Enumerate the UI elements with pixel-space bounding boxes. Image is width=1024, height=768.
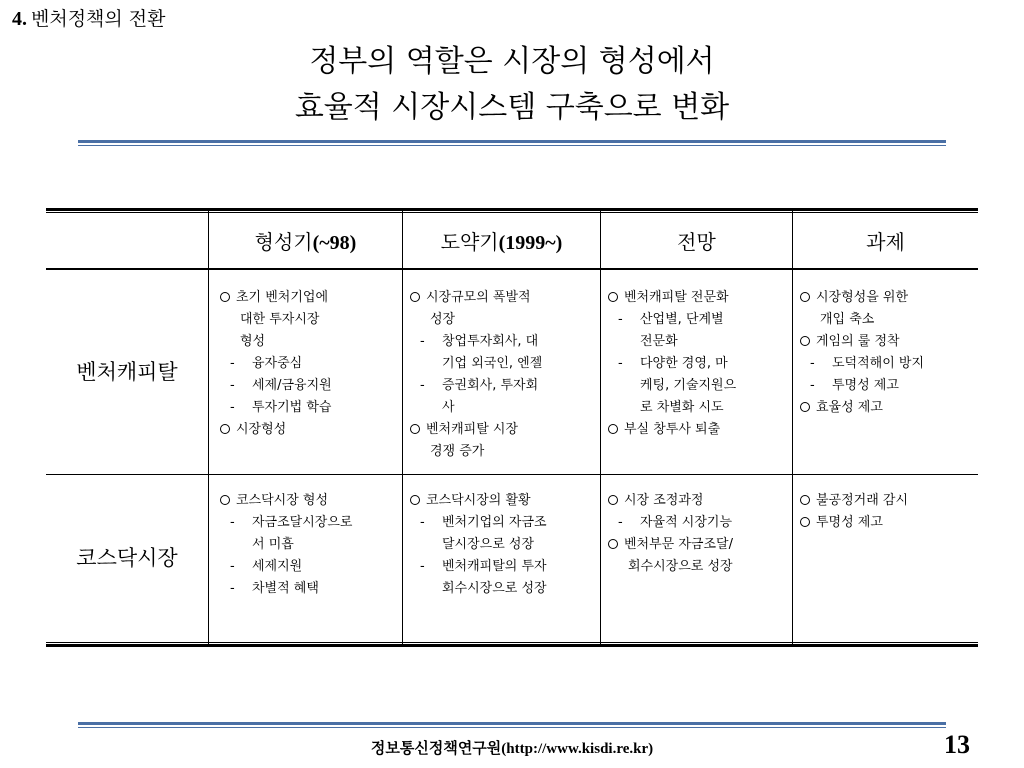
cell-line bbox=[800, 397, 976, 419]
cell-line bbox=[608, 512, 790, 534]
row-label-venture-capital: 벤처캐피탈 bbox=[76, 360, 178, 384]
cell-line-text: 기업 외국인, 엔젤 bbox=[442, 356, 543, 371]
dash-bullet: - bbox=[420, 515, 425, 530]
cell-line-text: 로 차별화 시도 bbox=[640, 400, 724, 415]
header-outlook: 전망 bbox=[677, 230, 716, 254]
cell-line-text: 세제/금융지원 bbox=[252, 378, 332, 393]
cell-line-text: 자금조달시장으로 bbox=[252, 515, 353, 530]
dash-bullet: - bbox=[420, 334, 425, 349]
cell-line bbox=[800, 331, 976, 353]
cell-line-text: 경쟁 증가 bbox=[430, 444, 485, 459]
dash-bullet: - bbox=[420, 559, 425, 574]
cell-line bbox=[220, 397, 400, 419]
cell-line bbox=[410, 397, 598, 419]
cell-line-text: 산업별, 단계별 bbox=[640, 312, 724, 327]
cell-line-text: 차별적 혜택 bbox=[252, 581, 319, 596]
cell-line-text: 벤처캐피탈 전문화 bbox=[624, 290, 729, 305]
cell-line bbox=[220, 331, 400, 353]
dash-bullet: - bbox=[230, 356, 235, 371]
cell-line bbox=[410, 331, 598, 353]
cell-line-text: 불공정거래 감시 bbox=[816, 493, 909, 508]
circle-bullet-icon bbox=[410, 424, 420, 434]
cell-line-text: 세제지원 bbox=[252, 559, 303, 574]
cell-line bbox=[220, 375, 400, 397]
page-number: 13 bbox=[944, 730, 970, 759]
cell-line-text: 벤처기업의 자금조 bbox=[442, 515, 547, 530]
dash-bullet: - bbox=[230, 515, 235, 530]
slide-title-line-1: 정부의 역할은 시장의 형성에서 bbox=[309, 44, 715, 79]
circle-bullet-icon bbox=[410, 292, 420, 302]
cell-line bbox=[410, 578, 598, 600]
footer-credit bbox=[0, 737, 1024, 758]
cell-line bbox=[410, 375, 598, 397]
cell-line-text: 전문화 bbox=[640, 334, 678, 349]
dash-bullet: - bbox=[810, 356, 815, 371]
cell-line-text: 형성 bbox=[240, 334, 266, 349]
cell-line bbox=[410, 441, 598, 463]
circle-bullet-icon bbox=[800, 292, 810, 302]
cell-line bbox=[800, 309, 976, 331]
cell-line bbox=[608, 419, 790, 441]
cell-kosdaq-formation bbox=[220, 490, 400, 600]
cell-vc-formation bbox=[220, 287, 400, 441]
cell-line-text: 벤처캐피탈 시장 bbox=[426, 422, 519, 437]
dash-bullet: - bbox=[618, 312, 623, 327]
section-title: 벤처정책의 전환 bbox=[31, 8, 166, 30]
cell-line-text: 시장 조정과정 bbox=[624, 493, 704, 508]
cell-line bbox=[608, 309, 790, 331]
circle-bullet-icon bbox=[220, 495, 230, 505]
cell-line bbox=[800, 353, 976, 375]
cell-line-text: 부실 창투사 퇴출 bbox=[624, 422, 721, 437]
cell-line bbox=[608, 353, 790, 375]
dash-bullet: - bbox=[230, 581, 235, 596]
cell-line-text: 코스닥시장 형성 bbox=[236, 493, 329, 508]
cell-line-text: 초기 벤처기업에 bbox=[236, 290, 329, 305]
circle-bullet-icon bbox=[220, 292, 230, 302]
cell-line-text: 게임의 룰 정착 bbox=[816, 334, 900, 349]
footer-url: (http://www.kisdi.re.kr) bbox=[501, 741, 654, 757]
title-divider bbox=[78, 140, 946, 146]
cell-line bbox=[608, 397, 790, 419]
cell-line bbox=[220, 490, 400, 512]
circle-bullet-icon bbox=[608, 539, 618, 549]
comparison-table bbox=[46, 208, 978, 648]
cell-line-text: 성장 bbox=[430, 312, 456, 327]
cell-line-text: 회수시장으로 성장 bbox=[442, 581, 547, 596]
cell-vc-outlook bbox=[608, 287, 790, 441]
cell-line bbox=[800, 512, 976, 534]
cell-line bbox=[220, 534, 400, 556]
cell-line-text: 효율성 제고 bbox=[816, 400, 883, 415]
cell-line bbox=[608, 490, 790, 512]
cell-line bbox=[410, 419, 598, 441]
cell-line bbox=[410, 287, 598, 309]
cell-line bbox=[800, 287, 976, 309]
cell-line-text: 코스닥시장의 활황 bbox=[426, 493, 531, 508]
cell-line-text: 자율적 시장기능 bbox=[640, 515, 733, 530]
cell-line bbox=[608, 534, 790, 556]
cell-vc-task bbox=[800, 287, 976, 419]
dash-bullet: - bbox=[618, 515, 623, 530]
cell-line bbox=[410, 309, 598, 331]
header-task: 과제 bbox=[866, 230, 905, 254]
cell-line-text: 도덕적해이 방지 bbox=[832, 356, 925, 371]
cell-line-text: 케팅, 기술지원으 bbox=[640, 378, 737, 393]
cell-line-text: 달시장으로 성장 bbox=[442, 537, 535, 552]
cell-line-text: 벤처캐피탈의 투자 bbox=[442, 559, 547, 574]
circle-bullet-icon bbox=[608, 292, 618, 302]
dash-bullet: - bbox=[420, 378, 425, 393]
section-number: 4. bbox=[12, 8, 27, 30]
cell-line bbox=[220, 309, 400, 331]
cell-line bbox=[220, 287, 400, 309]
circle-bullet-icon bbox=[800, 495, 810, 505]
cell-line-text: 대한 투자시장 bbox=[240, 312, 320, 327]
cell-line bbox=[220, 512, 400, 534]
dash-bullet: - bbox=[618, 356, 623, 371]
cell-line bbox=[410, 512, 598, 534]
dash-bullet: - bbox=[810, 378, 815, 393]
section-heading bbox=[12, 4, 166, 31]
cell-line bbox=[608, 331, 790, 353]
cell-line-text: 투명성 제고 bbox=[816, 515, 883, 530]
circle-bullet-icon bbox=[410, 495, 420, 505]
cell-line bbox=[608, 556, 790, 578]
cell-line-text: 개입 축소 bbox=[820, 312, 875, 327]
cell-kosdaq-outlook bbox=[608, 490, 790, 578]
cell-kosdaq-leap bbox=[410, 490, 598, 600]
circle-bullet-icon bbox=[608, 495, 618, 505]
cell-line bbox=[608, 287, 790, 309]
cell-line bbox=[410, 490, 598, 512]
cell-line-text: 투명성 제고 bbox=[832, 378, 899, 393]
cell-line bbox=[608, 375, 790, 397]
cell-line bbox=[410, 353, 598, 375]
circle-bullet-icon bbox=[608, 424, 618, 434]
cell-line-text: 회수시장으로 성장 bbox=[628, 559, 733, 574]
cell-line bbox=[220, 353, 400, 375]
circle-bullet-icon bbox=[220, 424, 230, 434]
row-label-kosdaq: 코스닥시장 bbox=[76, 546, 178, 570]
footer-divider bbox=[78, 722, 946, 728]
header-formation: 형성기(~98) bbox=[254, 230, 357, 254]
cell-line bbox=[410, 556, 598, 578]
slide-title-line-2: 효율적 시장시스템 구축으로 변화 bbox=[294, 90, 730, 125]
cell-line bbox=[220, 556, 400, 578]
cell-line-text: 투자기법 학습 bbox=[252, 400, 332, 415]
cell-line-text: 시장형성 bbox=[236, 422, 287, 437]
header-leap: 도약기(1999~) bbox=[440, 230, 563, 254]
cell-line-text: 사 bbox=[442, 400, 455, 415]
cell-line-text: 벤처부문 자금조달/ bbox=[624, 537, 733, 552]
cell-line-text: 융자중심 bbox=[252, 356, 303, 371]
cell-line-text: 시장형성을 위한 bbox=[816, 290, 909, 305]
cell-line-text: 증권회사, 투자회 bbox=[442, 378, 539, 393]
footer-org: 정보통신정책연구원 bbox=[370, 741, 502, 757]
cell-line-text: 창업투자회사, 대 bbox=[442, 334, 539, 349]
cell-line bbox=[220, 419, 400, 441]
dash-bullet: - bbox=[230, 559, 235, 574]
cell-line-text: 서 미흡 bbox=[252, 537, 294, 552]
cell-line bbox=[410, 534, 598, 556]
cell-vc-leap bbox=[410, 287, 598, 463]
circle-bullet-icon bbox=[800, 336, 810, 346]
circle-bullet-icon bbox=[800, 517, 810, 527]
cell-kosdaq-task bbox=[800, 490, 976, 534]
dash-bullet: - bbox=[230, 378, 235, 393]
cell-line-text: 시장규모의 폭발적 bbox=[426, 290, 531, 305]
cell-line bbox=[800, 375, 976, 397]
cell-line-text: 다양한 경영, 마 bbox=[640, 356, 728, 371]
dash-bullet: - bbox=[230, 400, 235, 415]
cell-line bbox=[220, 578, 400, 600]
cell-line bbox=[800, 490, 976, 512]
circle-bullet-icon bbox=[800, 402, 810, 412]
